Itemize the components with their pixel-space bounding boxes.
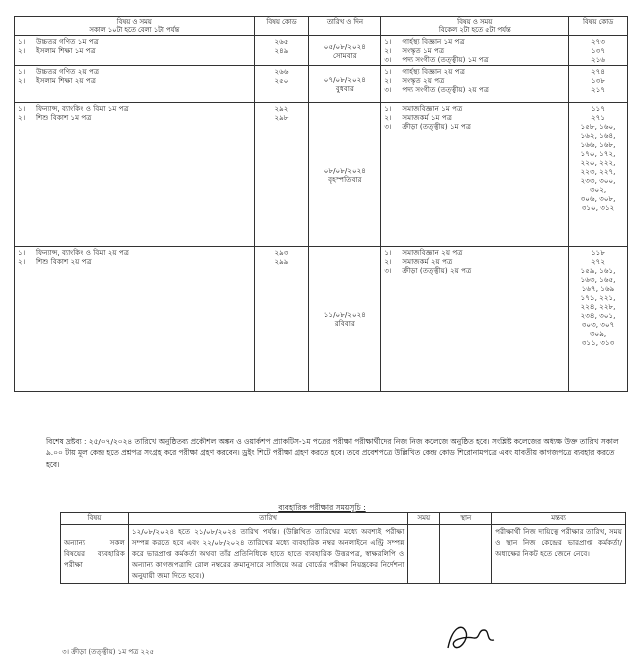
subject-line <box>384 76 565 85</box>
practical-subject: অন্যান্য সকল বিষয়ের ব্যবহারিক পরীক্ষা <box>61 524 129 583</box>
subject-code: ১৬২, ১৬৪, <box>580 131 616 141</box>
subject-number: ২। <box>384 257 392 267</box>
subject-code: ২২৩, ২২৭, <box>580 167 616 177</box>
subject-number: ১। <box>384 104 392 114</box>
morning-codes <box>254 66 309 103</box>
subject-line <box>384 67 565 76</box>
afternoon-subject-time: বিকেল ২টা হতে ৫টা পর্যন্ত <box>438 26 511 35</box>
subject-code: ১৫৮, ১৬০, <box>580 122 616 132</box>
subject-name: উচ্চতর গণিত ২য় পত্র <box>36 67 100 77</box>
morning-codes <box>254 103 309 247</box>
subject-code: ২৪৯ <box>274 46 289 56</box>
subject-name: ক্রীড়া (তত্ত্বীয়) ২য় পত্র <box>402 266 472 276</box>
morning-subjects <box>15 247 255 392</box>
exam-day: বুধবার <box>335 84 354 94</box>
subject-line <box>384 37 565 46</box>
subject-code: ২২০, ২২২, <box>580 158 616 168</box>
subject-line <box>18 104 251 113</box>
subject-number: ১। <box>384 67 392 77</box>
exam-day: সোমবার <box>332 50 357 60</box>
afternoon-subjects <box>381 36 569 66</box>
subject-code: ২৭১ <box>591 113 606 123</box>
code-header-2: বিষয় কোড <box>569 17 628 36</box>
subject-code: ১৩৭ <box>591 46 606 56</box>
practical-date-header: তারিখ <box>128 513 407 525</box>
subject-name: সংস্কৃত ২য় পত্র <box>402 76 445 86</box>
date-day-header: তারিখ ও দিন <box>309 17 381 36</box>
practical-subject-header: বিষয় <box>61 513 129 525</box>
practical-place <box>440 524 492 583</box>
subject-code: ৩০৬, ৩০৮, <box>580 194 616 204</box>
cut-off-row: ৩। ক্রীড়া (তত্ত্বীয়) ১ম পত্র ২২৫ <box>62 648 155 656</box>
subject-line <box>384 248 565 257</box>
practical-header-row <box>61 513 626 525</box>
practical-place-header: স্থান <box>440 513 492 525</box>
subject-number: ১। <box>384 248 392 258</box>
exam-date: ০৮/০৮/২০২৪ <box>323 165 366 175</box>
subject-name: গার্হস্থ্য বিজ্ঞান ২য় পত্র <box>402 67 465 77</box>
subject-name: গার্হস্থ্য বিজ্ঞান ১ম পত্র <box>402 37 465 47</box>
subject-code: ২৭২ <box>591 257 606 267</box>
subject-line <box>18 37 251 46</box>
subject-number: ৩। <box>384 122 392 132</box>
subject-code: ২৯২ <box>274 104 289 114</box>
date-day-cell <box>309 247 381 392</box>
table-row <box>15 66 628 103</box>
subject-number: ১। <box>18 248 26 258</box>
subject-code: ২৯৯ <box>274 257 289 267</box>
subject-line <box>384 55 565 64</box>
subject-code: ১৭০, ১৭২, <box>580 149 616 159</box>
afternoon-session-header <box>381 17 569 36</box>
date-day-cell <box>309 103 381 247</box>
subject-name: ফিন্যান্স, ব্যাংকিং ও বিমা ১ম পত্র <box>36 104 129 114</box>
table-row <box>15 103 628 247</box>
subject-name: সংস্কৃত ১ম পত্র <box>402 46 445 56</box>
subject-name: ইসলাম শিক্ষা ১ম পত্র <box>36 46 96 56</box>
subject-name: সমাজবিজ্ঞান ২য় পত্র <box>402 248 463 258</box>
subject-line <box>384 266 565 275</box>
table-row <box>15 247 628 392</box>
afternoon-subjects <box>381 66 569 103</box>
subject-number: ১। <box>18 104 26 114</box>
subject-line <box>18 257 251 266</box>
subject-number: ২। <box>18 76 26 86</box>
special-note: বিশেষ দ্রষ্টব্য : ২৫/০৭/২০২৪ তারিখে অনুষ্ঠিতব্য প্রকৌশল অঙ্কন ও ওয়ার্কশপ প্র্যাকটিস-১ম পত্রের পরীক্ষা পরীক্ষার্থীদের নিজ নিজ কলেজে অনুষ্ঠিত হবে। সংশ্লিষ্ট কলেজের অধ্যক্ষ উক্ত তারিখ সকাল ৯.০০ টায় মূল কেন্দ্র হতে প্রশ্নপত্র সংগ্রহ করে পরীক্ষা গ্রহণ করবেন। ড্রইং শিটে পরীক্ষা গ্রহণ করতে হবে। তবে প্রবেশপত্রে উল্লিখিত কেন্দ্র কোড শিরোনামপত্রে এবং যাবতীয় কাগজপত্রে ব্যবহার করতে হবে। <box>46 437 619 469</box>
subject-number: ৩। <box>384 55 392 65</box>
subject-number: ১। <box>18 37 26 47</box>
subject-name: পদ্য সংগীত (তত্ত্বীয়) ১ম পত্র <box>402 55 489 65</box>
subject-number: ২। <box>384 46 392 56</box>
subject-code: ১৬৬, ১৬৮, <box>580 140 616 150</box>
morning-codes <box>254 36 309 66</box>
subject-code: ৩০৯, <box>589 329 607 339</box>
exam-date: ১১/০৮/২০২৪ <box>323 310 366 320</box>
subject-number: ৩। <box>384 266 392 276</box>
afternoon-codes <box>569 66 628 103</box>
subject-code: ২৬৬ <box>274 67 289 77</box>
subject-line <box>384 122 565 131</box>
subject-number: ২। <box>384 76 392 86</box>
subject-code: ১১৮ <box>591 248 606 258</box>
subject-code: ২৯৩ <box>274 248 289 258</box>
date-day-cell <box>309 36 381 66</box>
subject-name: উচ্চতর গণিত ১ম পত্র <box>36 37 99 47</box>
subject-code: ১৬৩, ১৬৫, <box>580 275 616 285</box>
morning-subjects <box>15 36 255 66</box>
subject-line <box>384 104 565 113</box>
subject-code: ২৩৪, ৩০১, <box>580 311 616 321</box>
subject-code: ১৫৯, ১৬১, <box>580 266 616 276</box>
subject-code: ৩০২, <box>589 185 607 195</box>
subject-name: ইসলাম শিক্ষা ২য় পত্র <box>36 76 97 86</box>
subject-code: ৩১১, ৩১৩ <box>581 338 615 348</box>
practical-schedule-table <box>60 512 626 584</box>
morning-subject-title: বিষয় ও সময় <box>116 18 152 26</box>
subject-line <box>18 76 251 85</box>
subject-name: ক্রীড়া (তত্ত্বীয়) ১ম পত্র <box>402 122 472 132</box>
subject-line <box>384 113 565 122</box>
practical-remarks-header: মন্তব্য <box>492 513 626 525</box>
afternoon-codes <box>569 247 628 392</box>
subject-line <box>18 113 251 122</box>
subject-name: পদ্য সংগীত (তত্ত্বীয়) ২য় পত্র <box>402 85 490 95</box>
subject-line <box>384 85 565 94</box>
morning-subjects <box>15 103 255 247</box>
subject-line <box>18 46 251 55</box>
subject-name: শিশু বিকাশ ১ম পত্র <box>36 113 92 123</box>
subject-code: ৩১০, ৩১২ <box>581 203 615 213</box>
afternoon-subject-title: বিষয় ও সময় <box>457 18 493 26</box>
morning-subject-time: সকাল ১০টা হতে বেলা ১টা পর্যন্ত <box>89 26 180 35</box>
afternoon-subjects <box>381 247 569 392</box>
morning-subjects <box>15 66 255 103</box>
subject-name: সমাজকর্ম ১ম পত্র <box>402 113 452 123</box>
subject-line <box>18 248 251 257</box>
subject-number: ২। <box>18 46 26 56</box>
exam-schedule-table <box>14 16 628 392</box>
subject-code: ১১৭ <box>591 104 606 114</box>
morning-codes <box>254 247 309 392</box>
subject-code: ১৬৭, ১৬৯ <box>581 284 615 294</box>
table-header-row <box>15 17 628 36</box>
table-row <box>15 36 628 66</box>
subject-code: ২১৭ <box>591 85 606 95</box>
subject-line <box>384 257 565 266</box>
subject-code: ২৬৫ <box>274 37 289 47</box>
subject-code: ২১৬ <box>591 55 606 65</box>
subject-code: ১৩৮ <box>591 76 606 86</box>
subject-line <box>384 46 565 55</box>
subject-code: ২৩৩, ৩০০, <box>580 176 616 186</box>
exam-date: ০৭/০৮/২০২৪ <box>323 75 366 85</box>
practical-row <box>61 524 626 583</box>
practical-time <box>408 524 440 583</box>
subject-number: ৩। <box>384 85 392 95</box>
subject-code: ২৭৪ <box>591 67 606 77</box>
morning-session-header <box>15 17 255 36</box>
subject-code: ১৭১, ২২১, <box>580 293 616 303</box>
exam-day: রবিবার <box>334 319 355 329</box>
subject-number: ১। <box>384 37 392 47</box>
exam-date: ০৫/০৮/২০২৪ <box>323 41 366 51</box>
subject-name: শিশু বিকাশ ২য় পত্র <box>36 257 92 267</box>
subject-code: ২২৪, ২২৮, <box>580 302 616 312</box>
afternoon-subjects <box>381 103 569 247</box>
code-header: বিষয় কোড <box>254 17 309 36</box>
subject-number: ২। <box>384 113 392 123</box>
subject-code: ৩০৩, ৩০৭ <box>581 320 615 330</box>
subject-code: ২৭৩ <box>591 37 606 47</box>
subject-number: ২। <box>18 257 26 267</box>
date-day-cell <box>309 66 381 103</box>
subject-number: ১। <box>18 67 26 77</box>
practical-schedule-title: ব্যবহারিক পরীক্ষার সময়সূচি : <box>278 503 366 512</box>
subject-name: সমাজবিজ্ঞান ১ম পত্র <box>402 104 463 114</box>
subject-code: ২৯৮ <box>274 113 289 123</box>
practical-time-header: সময় <box>408 513 440 525</box>
practical-date-text: ১২/০৮/২০২৪ হতে ২১/০৮/২০২৪ তারিখ পর্যন্ত। (উল্লিখিত তারিখের মধ্যে অবশ্যই পরীক্ষা সম্পন্ন করতে হবে এবং ২২/০৮/২০২৪ তারিখের মধ্যে ব্যবহারিক নম্বর অনলাইনে এন্ট্রি সম্পন্ন করে ভারপ্রাপ্ত কর্মকর্তা অথবা তাঁর প্রতিনিধিকে হাতে হাতে ব্যবহারিক উত্তরপত্র, স্বাক্ষরলিপি ও অন্যান্য কাগজপত্রাদি রোল নম্বরের ক্রমানুসারে সাজিয়ে অত্র বোর্ডের পরীক্ষা নিয়ন্ত্রকের নির্দেশনা অনুযায়ী জমা দিতে হবে।) <box>128 524 407 583</box>
subject-code: ২৫০ <box>274 76 289 86</box>
subject-number: ২। <box>18 113 26 123</box>
subject-name: সমাজকর্ম ২য় পত্র <box>402 257 453 267</box>
subject-line <box>18 67 251 76</box>
afternoon-codes <box>569 103 628 247</box>
exam-day: বৃহস্পতিবার <box>328 174 362 184</box>
subject-name: ফিন্যান্স, ব্যাংকিং ও বিমা ২য় পত্র <box>36 248 130 258</box>
afternoon-codes <box>569 36 628 66</box>
practical-remarks: পরীক্ষার্থী নিজ দায়িত্বে পরীক্ষার তারিখ, সময় ও স্থান নিজ কেন্দ্রের ভারপ্রাপ্ত কর্মকর্তা/অধ্যক্ষের নিকট হতে জেনে নেবে। <box>492 524 626 583</box>
